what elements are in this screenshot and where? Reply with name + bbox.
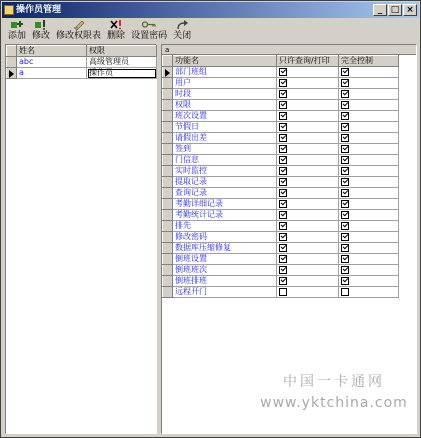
query-only-checkbox[interactable] bbox=[279, 145, 287, 153]
function-name-cell[interactable]: 倒班设置 bbox=[173, 254, 277, 265]
add-button[interactable] bbox=[8, 19, 26, 42]
query-only-checkbox[interactable] bbox=[279, 222, 287, 230]
query-only-checkbox-cell[interactable] bbox=[277, 144, 339, 155]
row-header[interactable] bbox=[163, 100, 173, 111]
title-bar bbox=[2, 2, 419, 18]
function-name-cell[interactable]: 实时监控 bbox=[173, 166, 277, 177]
full-control-checkbox[interactable] bbox=[341, 145, 349, 153]
full-control-checkbox[interactable] bbox=[341, 101, 349, 109]
operator-row[interactable] bbox=[7, 57, 157, 68]
row-header[interactable] bbox=[163, 122, 173, 133]
query-only-checkbox[interactable] bbox=[279, 255, 287, 263]
function-name-cell[interactable]: 部门班组 bbox=[173, 67, 277, 78]
permission-row[interactable] bbox=[163, 177, 399, 188]
add-label: 添加 bbox=[8, 31, 27, 41]
function-name-cell[interactable]: 倒班班次 bbox=[173, 265, 277, 276]
permission-row[interactable] bbox=[163, 155, 399, 166]
full-control-checkbox-cell[interactable] bbox=[339, 188, 399, 199]
row-header[interactable] bbox=[163, 232, 173, 243]
permissions-grid[interactable] bbox=[162, 55, 399, 298]
permission-row[interactable] bbox=[163, 100, 399, 111]
operator-grid[interactable] bbox=[5, 44, 157, 434]
query-only-checkbox-cell[interactable] bbox=[277, 166, 339, 177]
full-control-checkbox-cell[interactable] bbox=[339, 254, 399, 265]
query-only-checkbox[interactable] bbox=[279, 79, 287, 87]
function-name-cell[interactable]: 提取记录 bbox=[173, 177, 277, 188]
full-control-checkbox-cell[interactable] bbox=[339, 122, 399, 133]
row-header[interactable] bbox=[163, 177, 173, 188]
row-header-corner bbox=[163, 56, 173, 67]
column-header-role[interactable]: 权限 bbox=[87, 46, 157, 57]
permission-row[interactable] bbox=[163, 254, 399, 265]
query-only-checkbox-cell[interactable] bbox=[277, 133, 339, 144]
row-header[interactable] bbox=[163, 89, 173, 100]
close-window-button[interactable]: × bbox=[403, 4, 417, 16]
function-name-cell[interactable]: 门信息 bbox=[173, 155, 277, 166]
permission-row[interactable] bbox=[163, 111, 399, 122]
permission-row[interactable] bbox=[163, 221, 399, 232]
permission-row[interactable] bbox=[163, 287, 399, 298]
full-control-checkbox[interactable] bbox=[341, 178, 349, 186]
query-only-checkbox[interactable] bbox=[279, 90, 287, 98]
permission-edit-icon bbox=[71, 19, 87, 30]
permission-row[interactable] bbox=[163, 122, 399, 133]
row-header[interactable] bbox=[163, 78, 173, 89]
full-control-checkbox[interactable] bbox=[341, 266, 349, 274]
full-control-checkbox[interactable] bbox=[341, 134, 349, 142]
edit-permissions-label: 修改权限表 bbox=[56, 31, 102, 41]
function-name-cell[interactable]: 节假日 bbox=[173, 122, 277, 133]
query-only-checkbox[interactable] bbox=[279, 123, 287, 131]
full-control-checkbox[interactable] bbox=[341, 167, 349, 175]
query-only-checkbox[interactable] bbox=[279, 156, 287, 164]
column-header-full-control[interactable]: 完全控制 bbox=[339, 56, 399, 67]
current-row-arrow-icon bbox=[9, 70, 14, 78]
function-name-cell[interactable]: 数据库压缩修复 bbox=[173, 243, 277, 254]
column-header-name[interactable]: 姓名 bbox=[17, 46, 87, 57]
full-control-checkbox-cell[interactable] bbox=[339, 100, 399, 111]
watermark bbox=[259, 371, 409, 411]
query-only-checkbox-cell[interactable] bbox=[277, 254, 339, 265]
permission-row[interactable] bbox=[163, 265, 399, 276]
full-control-checkbox-cell[interactable] bbox=[339, 210, 399, 221]
full-control-checkbox[interactable] bbox=[341, 123, 349, 131]
delete-button[interactable] bbox=[107, 19, 125, 42]
full-control-checkbox[interactable] bbox=[341, 233, 349, 241]
set-password-label: 设置密码 bbox=[131, 31, 168, 41]
row-header-current[interactable] bbox=[163, 67, 173, 78]
query-only-checkbox-cell[interactable] bbox=[277, 155, 339, 166]
function-name-cell[interactable]: 远程开门 bbox=[173, 287, 277, 298]
query-only-checkbox-cell[interactable] bbox=[277, 188, 339, 199]
row-header[interactable] bbox=[163, 155, 173, 166]
full-control-checkbox-cell[interactable] bbox=[339, 177, 399, 188]
full-control-checkbox-cell[interactable] bbox=[339, 78, 399, 89]
full-control-checkbox-cell[interactable] bbox=[339, 287, 399, 298]
operator-name-cell[interactable]: a bbox=[17, 68, 87, 79]
edit-label: 修改 bbox=[32, 31, 51, 41]
row-header[interactable] bbox=[163, 111, 173, 122]
permission-row[interactable] bbox=[163, 188, 399, 199]
edit-button[interactable] bbox=[32, 19, 50, 42]
edit-icon bbox=[33, 19, 49, 30]
operator-row-selected[interactable] bbox=[7, 68, 157, 79]
full-control-checkbox[interactable] bbox=[341, 189, 349, 197]
full-control-checkbox-cell[interactable] bbox=[339, 232, 399, 243]
query-only-checkbox[interactable] bbox=[279, 266, 287, 274]
query-only-checkbox[interactable] bbox=[279, 277, 287, 285]
edit-permissions-button[interactable] bbox=[56, 19, 101, 42]
function-name-cell[interactable]: 考勤统计记录 bbox=[173, 210, 277, 221]
maximize-button[interactable]: □ bbox=[388, 4, 402, 16]
function-name-cell[interactable]: 用户 bbox=[173, 78, 277, 89]
permissions-caption: a bbox=[162, 45, 416, 55]
query-only-checkbox-cell[interactable] bbox=[277, 199, 339, 210]
delete-icon bbox=[108, 19, 124, 30]
column-header-query-only[interactable]: 只许查询/打印 bbox=[277, 56, 339, 67]
query-only-checkbox-cell[interactable] bbox=[277, 111, 339, 122]
column-header-function[interactable]: 功能名 bbox=[173, 56, 277, 67]
function-name-cell[interactable]: 考勤详细记录 bbox=[173, 199, 277, 210]
row-header-corner bbox=[7, 46, 17, 57]
full-control-checkbox[interactable] bbox=[341, 68, 349, 76]
query-only-checkbox-cell[interactable] bbox=[277, 122, 339, 133]
query-only-checkbox-cell[interactable] bbox=[277, 287, 339, 298]
function-name-cell[interactable]: 修改密码 bbox=[173, 232, 277, 243]
full-control-checkbox-cell[interactable] bbox=[339, 276, 399, 287]
full-control-checkbox[interactable] bbox=[341, 288, 349, 296]
full-control-checkbox-cell[interactable] bbox=[339, 199, 399, 210]
permission-row[interactable] bbox=[163, 199, 399, 210]
query-only-checkbox[interactable] bbox=[279, 134, 287, 142]
function-name-cell[interactable]: 请假出差 bbox=[173, 133, 277, 144]
row-header[interactable] bbox=[163, 287, 173, 298]
permission-row[interactable] bbox=[163, 78, 399, 89]
window-title: 操作员管理 bbox=[16, 5, 62, 15]
permission-row[interactable] bbox=[163, 133, 399, 144]
query-only-checkbox-cell[interactable] bbox=[277, 265, 339, 276]
function-name-cell[interactable]: 权限 bbox=[173, 100, 277, 111]
query-only-checkbox[interactable] bbox=[279, 200, 287, 208]
function-name-cell[interactable]: 排先 bbox=[173, 221, 277, 232]
query-only-checkbox[interactable] bbox=[279, 112, 287, 120]
full-control-checkbox[interactable] bbox=[341, 200, 349, 208]
full-control-checkbox[interactable] bbox=[341, 211, 349, 219]
function-name-cell[interactable]: 倒班排班 bbox=[173, 276, 277, 287]
row-header[interactable] bbox=[163, 188, 173, 199]
query-only-checkbox-cell[interactable] bbox=[277, 243, 339, 254]
full-control-checkbox[interactable] bbox=[341, 255, 349, 263]
query-only-checkbox[interactable] bbox=[279, 178, 287, 186]
query-only-checkbox[interactable] bbox=[279, 288, 287, 296]
full-control-checkbox-cell[interactable] bbox=[339, 155, 399, 166]
row-header[interactable] bbox=[163, 254, 173, 265]
query-only-checkbox-cell[interactable] bbox=[277, 67, 339, 78]
function-name-cell[interactable]: 查询记录 bbox=[173, 188, 277, 199]
query-only-checkbox[interactable] bbox=[279, 211, 287, 219]
full-control-checkbox[interactable] bbox=[341, 277, 349, 285]
permission-row[interactable] bbox=[163, 210, 399, 221]
operator-role-cell[interactable]: 操作员 bbox=[87, 68, 157, 79]
full-control-checkbox-cell[interactable] bbox=[339, 67, 399, 78]
permission-row[interactable] bbox=[163, 67, 399, 78]
watermark-line-2: www.yktchina.com bbox=[260, 395, 408, 411]
query-only-checkbox-cell[interactable] bbox=[277, 221, 339, 232]
row-header[interactable] bbox=[163, 276, 173, 287]
permission-row[interactable] bbox=[163, 232, 399, 243]
close-label: 关闭 bbox=[173, 31, 192, 41]
query-only-checkbox[interactable] bbox=[279, 68, 287, 76]
full-control-checkbox-cell[interactable] bbox=[339, 111, 399, 122]
pane-splitter[interactable] bbox=[158, 44, 160, 434]
full-control-checkbox[interactable] bbox=[341, 79, 349, 87]
row-header[interactable] bbox=[163, 210, 173, 221]
full-control-checkbox[interactable] bbox=[341, 156, 349, 164]
query-only-checkbox[interactable] bbox=[279, 233, 287, 241]
full-control-checkbox-cell[interactable] bbox=[339, 166, 399, 177]
permission-row[interactable] bbox=[163, 89, 399, 100]
full-control-checkbox-cell[interactable] bbox=[339, 265, 399, 276]
query-only-checkbox[interactable] bbox=[279, 101, 287, 109]
query-only-checkbox-cell[interactable] bbox=[277, 232, 339, 243]
permission-row[interactable] bbox=[163, 276, 399, 287]
permission-row[interactable] bbox=[163, 166, 399, 177]
query-only-checkbox-cell[interactable] bbox=[277, 100, 339, 111]
minimize-button[interactable]: _ bbox=[373, 4, 387, 16]
query-only-checkbox-cell[interactable] bbox=[277, 78, 339, 89]
query-only-checkbox-cell[interactable] bbox=[277, 177, 339, 188]
row-header[interactable] bbox=[163, 243, 173, 254]
full-control-checkbox-cell[interactable] bbox=[339, 89, 399, 100]
set-password-button[interactable] bbox=[131, 19, 167, 42]
function-name-cell[interactable]: 时段 bbox=[173, 89, 277, 100]
close-arrow-icon bbox=[174, 19, 190, 30]
query-only-checkbox[interactable] bbox=[279, 167, 287, 175]
close-button[interactable] bbox=[173, 19, 191, 42]
app-icon bbox=[4, 5, 14, 15]
add-icon bbox=[9, 19, 25, 30]
operator-role-cell[interactable]: 高级管理员 bbox=[87, 57, 157, 68]
permission-row[interactable] bbox=[163, 243, 399, 254]
query-only-checkbox-cell[interactable] bbox=[277, 89, 339, 100]
full-control-checkbox-cell[interactable] bbox=[339, 221, 399, 232]
query-only-checkbox[interactable] bbox=[279, 244, 287, 252]
row-header-current[interactable] bbox=[7, 68, 17, 79]
function-name-cell[interactable]: 班次设置 bbox=[173, 111, 277, 122]
full-control-checkbox[interactable] bbox=[341, 244, 349, 252]
full-control-checkbox[interactable] bbox=[341, 90, 349, 98]
watermark-line-1: 中国一卡通网 bbox=[283, 374, 385, 390]
row-header[interactable] bbox=[163, 199, 173, 210]
row-header[interactable] bbox=[163, 144, 173, 155]
permission-row[interactable] bbox=[163, 144, 399, 155]
query-only-checkbox[interactable] bbox=[279, 189, 287, 197]
full-control-checkbox[interactable] bbox=[341, 112, 349, 120]
key-icon bbox=[141, 19, 157, 30]
full-control-checkbox-cell[interactable] bbox=[339, 243, 399, 254]
row-header[interactable] bbox=[163, 166, 173, 177]
query-only-checkbox-cell[interactable] bbox=[277, 210, 339, 221]
operator-name-cell[interactable]: abc bbox=[17, 57, 87, 68]
row-header[interactable] bbox=[163, 221, 173, 232]
row-header[interactable] bbox=[163, 265, 173, 276]
delete-label: 删除 bbox=[107, 31, 126, 41]
row-header[interactable] bbox=[7, 57, 17, 68]
toolbar bbox=[2, 19, 419, 43]
query-only-checkbox-cell[interactable] bbox=[277, 276, 339, 287]
full-control-checkbox-cell[interactable] bbox=[339, 144, 399, 155]
full-control-checkbox[interactable] bbox=[341, 222, 349, 230]
row-header[interactable] bbox=[163, 133, 173, 144]
function-name-cell[interactable]: 签到 bbox=[173, 144, 277, 155]
current-row-arrow-icon bbox=[165, 69, 170, 77]
full-control-checkbox-cell[interactable] bbox=[339, 133, 399, 144]
